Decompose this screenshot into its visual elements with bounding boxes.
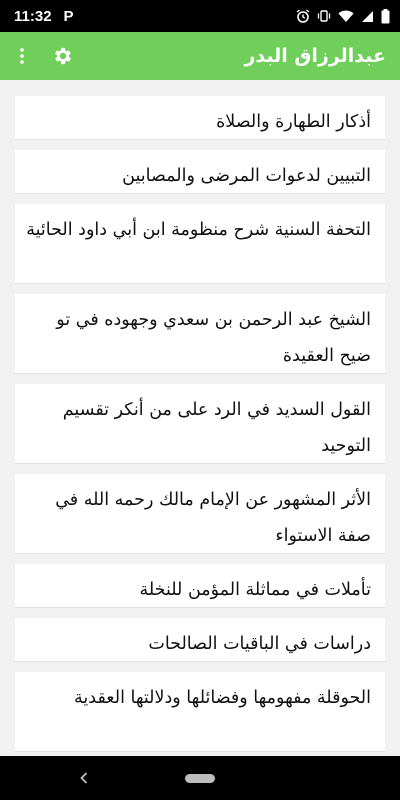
list-item[interactable] [15,672,385,752]
list-item-label: تأملات في مماثلة المؤمن للنخلة [139,580,371,600]
list-item-label: الأثر المشهور عن الإمام مالك رحمه الله في صفة الاستواء [55,490,371,546]
list-item-label: القول السديد في الرد على من أنكر تقسيم التوحيد [62,400,371,456]
list-item[interactable] [15,384,385,464]
list-item-label: دراسات في الباقيات الصالحات [148,634,371,654]
battery-icon [381,9,390,24]
nav-home-pill[interactable] [185,774,215,783]
list-item[interactable] [15,294,385,374]
wifi-icon [338,10,354,23]
status-icons [296,9,390,24]
book-list [0,80,400,756]
list-item[interactable] [15,96,385,140]
app-title: عبدالرزاق البدر [244,45,386,67]
signal-icon [361,10,374,23]
app-bar [0,32,400,80]
settings-gear-icon[interactable] [50,43,76,69]
parking-notification-icon: P [63,7,74,25]
overflow-menu-icon[interactable] [12,41,32,71]
alarm-icon [296,9,310,23]
status-time: 11:32 [14,7,52,25]
list-item-label: الحوقلة مفهومها وفضائلها ودلالتها العقدية [74,688,371,708]
list-item[interactable] [15,204,385,284]
list-item[interactable] [15,618,385,662]
list-item-label: التبيين لدعوات المرضى والمصابين [122,166,371,186]
list-item-label: الشيخ عبد الرحمن بن سعدي وجهوده في تو ضيح العقيدة [56,310,371,366]
status-bar [0,0,400,32]
list-item-label: التحفة السنية شرح منظومة ابن أبي داود الحائية [26,220,371,240]
list-item-label: أذكار الطهارة والصلاة [216,112,371,132]
vibrate-icon [317,9,331,23]
nav-back-icon[interactable] [74,764,94,792]
list-item[interactable] [15,150,385,194]
system-nav-bar [0,756,400,800]
list-item[interactable] [15,564,385,608]
list-item[interactable] [15,474,385,554]
